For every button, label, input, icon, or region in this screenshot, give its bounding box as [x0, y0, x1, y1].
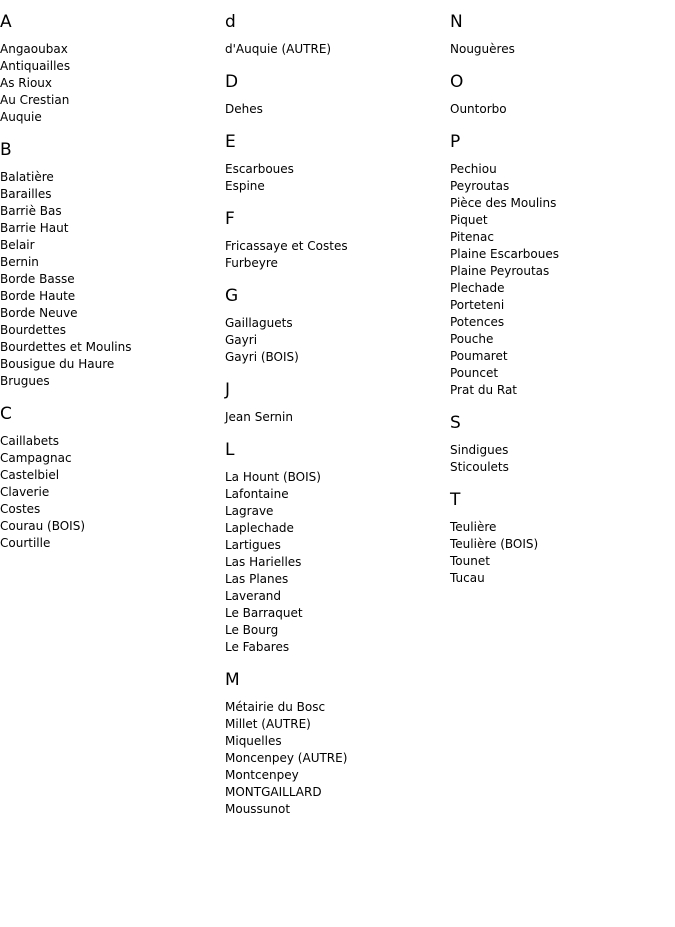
letter-heading: M — [225, 670, 240, 690]
letter-heading: J — [225, 380, 231, 400]
place-entry[interactable]: Tounet — [450, 554, 490, 568]
entry-list — [225, 699, 445, 818]
place-entry[interactable]: Pouche — [450, 332, 494, 346]
letter-group — [225, 285, 445, 366]
entry-list — [225, 238, 445, 272]
index-column-2 — [225, 11, 445, 831]
place-entry[interactable]: Plaine Escarboues — [450, 247, 559, 261]
letter-heading: d — [225, 12, 236, 32]
place-entry[interactable]: Pitenac — [450, 230, 494, 244]
entry-list — [0, 433, 220, 552]
place-entry[interactable]: Balatière — [0, 170, 54, 184]
entry-list — [225, 469, 445, 656]
place-entry[interactable]: Laplechade — [225, 521, 294, 535]
entry-list — [450, 161, 670, 399]
letter-group — [450, 489, 670, 587]
place-entry[interactable]: Barailles — [0, 187, 52, 201]
place-entry[interactable]: Borde Neuve — [0, 306, 78, 320]
place-entry[interactable]: Sticoulets — [450, 460, 509, 474]
place-entry[interactable]: Le Barraquet — [225, 606, 303, 620]
letter-group — [450, 11, 670, 58]
letter-group — [225, 669, 445, 818]
place-entry[interactable]: Millet (AUTRE) — [225, 717, 311, 731]
letter-group — [225, 11, 445, 58]
place-entry[interactable]: Courtille — [0, 536, 51, 550]
letter-heading: E — [225, 132, 236, 152]
place-entry[interactable]: La Hount (BOIS) — [225, 470, 321, 484]
place-entry[interactable]: Borde Haute — [0, 289, 76, 303]
entry-list — [225, 409, 445, 426]
place-entry[interactable]: Nouguères — [450, 42, 515, 56]
letter-group — [450, 412, 670, 476]
place-entry[interactable]: Gaillaguets — [225, 316, 293, 330]
place-entry[interactable]: Piquet — [450, 213, 488, 227]
place-entry[interactable]: Miquelles — [225, 734, 282, 748]
entry-list — [450, 519, 670, 587]
place-entry[interactable]: Dehes — [225, 102, 263, 116]
place-entry[interactable]: Castelbiel — [0, 468, 60, 482]
entry-list — [450, 41, 670, 58]
letter-group — [225, 208, 445, 272]
place-entry[interactable]: Brugues — [0, 374, 50, 388]
entry-list — [225, 41, 445, 58]
letter-heading: T — [450, 490, 461, 510]
place-entry[interactable]: Au Crestian — [0, 93, 70, 107]
place-entry[interactable]: Angaoubax — [0, 42, 68, 56]
place-entry[interactable]: Ountorbo — [450, 102, 507, 116]
place-entry[interactable]: Barriè Bas — [0, 204, 62, 218]
place-entry[interactable]: Teulière — [450, 520, 497, 534]
letter-group — [225, 71, 445, 118]
place-entry[interactable]: Moussunot — [225, 802, 291, 816]
letter-heading: N — [450, 12, 463, 32]
place-entry[interactable]: Antiquailles — [0, 59, 71, 73]
place-entry[interactable]: Gayri (BOIS) — [225, 350, 299, 364]
letter-heading: G — [225, 286, 239, 306]
place-entry[interactable]: Pouncet — [450, 366, 499, 380]
place-entry[interactable]: Pièce des Moulins — [450, 196, 557, 210]
place-entry[interactable]: Borde Basse — [0, 272, 75, 286]
entry-list — [225, 315, 445, 366]
place-entry[interactable]: Costes — [0, 502, 41, 516]
place-entry[interactable]: Poumaret — [450, 349, 508, 363]
place-entry[interactable]: As Rioux — [0, 76, 52, 90]
place-entry[interactable]: Teulière (BOIS) — [450, 537, 539, 551]
place-entry[interactable]: Montcenpey — [225, 768, 299, 782]
entry-list — [0, 41, 220, 126]
entry-list — [450, 101, 670, 118]
place-entry[interactable]: Sindigues — [450, 443, 509, 457]
entry-list — [225, 101, 445, 118]
entry-list — [0, 169, 220, 390]
letter-group — [0, 11, 220, 126]
letter-group — [0, 403, 220, 552]
letter-group — [225, 131, 445, 195]
place-entry[interactable]: Bourdettes — [0, 323, 66, 337]
place-entry[interactable]: Fricassaye et Costes — [225, 239, 348, 253]
letter-heading: C — [0, 404, 12, 424]
place-entry[interactable]: Plechade — [450, 281, 505, 295]
place-entry[interactable]: Moncenpey (AUTRE) — [225, 751, 348, 765]
place-entry[interactable]: Las Harielles — [225, 555, 302, 569]
place-entry[interactable]: Pechiou — [450, 162, 497, 176]
place-entry[interactable]: Plaine Peyroutas — [450, 264, 550, 278]
letter-group — [225, 379, 445, 426]
place-entry[interactable]: Barrie Haut — [0, 221, 69, 235]
letter-heading: S — [450, 413, 461, 433]
place-entry[interactable]: Belair — [0, 238, 35, 252]
place-entry[interactable]: Claverie — [0, 485, 50, 499]
place-entry[interactable]: Caillabets — [0, 434, 60, 448]
place-entry[interactable]: Espine — [225, 179, 265, 193]
letter-group — [450, 71, 670, 118]
place-entry[interactable]: Porteteni — [450, 298, 505, 312]
place-entry[interactable]: Lartigues — [225, 538, 281, 552]
place-entry[interactable]: Le Fabares — [225, 640, 290, 654]
place-entry[interactable]: Campagnac — [0, 451, 72, 465]
place-entry[interactable]: Las Planes — [225, 572, 289, 586]
place-entry[interactable]: Jean Sernin — [225, 410, 293, 424]
entry-list — [225, 161, 445, 195]
letter-heading: L — [225, 440, 235, 460]
place-entry[interactable]: Potences — [450, 315, 505, 329]
place-entry[interactable]: Lagrave — [225, 504, 274, 518]
place-entry[interactable]: Bourdettes et Moulins — [0, 340, 132, 354]
letter-group — [450, 131, 670, 399]
place-entry[interactable]: Tucau — [450, 571, 485, 585]
place-entry[interactable]: Lafontaine — [225, 487, 289, 501]
index-column-3 — [450, 11, 670, 600]
letter-heading: D — [225, 72, 239, 92]
place-entry[interactable]: Gayri — [225, 333, 258, 347]
index-column-1 — [0, 11, 220, 565]
letter-heading: F — [225, 209, 235, 229]
place-entry[interactable]: Courau (BOIS) — [0, 519, 86, 533]
place-entry[interactable]: Bernin — [0, 255, 39, 269]
place-entry[interactable]: Escarboues — [225, 162, 294, 176]
letter-group — [225, 439, 445, 656]
place-entry[interactable]: Prat du Rat — [450, 383, 518, 397]
place-entry[interactable]: Peyroutas — [450, 179, 510, 193]
letter-group — [0, 139, 220, 390]
place-entry[interactable]: MONTGAILLARD — [225, 785, 322, 799]
place-entry[interactable]: d'Auquie (AUTRE) — [225, 42, 332, 56]
place-entry[interactable]: Bousigue du Haure — [0, 357, 115, 371]
place-entry[interactable]: Métairie du Bosc — [225, 700, 326, 714]
place-entry[interactable]: Furbeyre — [225, 256, 278, 270]
place-entry[interactable]: Le Bourg — [225, 623, 279, 637]
letter-heading: A — [0, 12, 12, 32]
entry-list — [450, 442, 670, 476]
letter-heading: O — [450, 72, 464, 92]
letter-heading: B — [0, 140, 12, 160]
place-entry[interactable]: Laverand — [225, 589, 282, 603]
place-entry[interactable]: Auquie — [0, 110, 42, 124]
letter-heading: P — [450, 132, 461, 152]
